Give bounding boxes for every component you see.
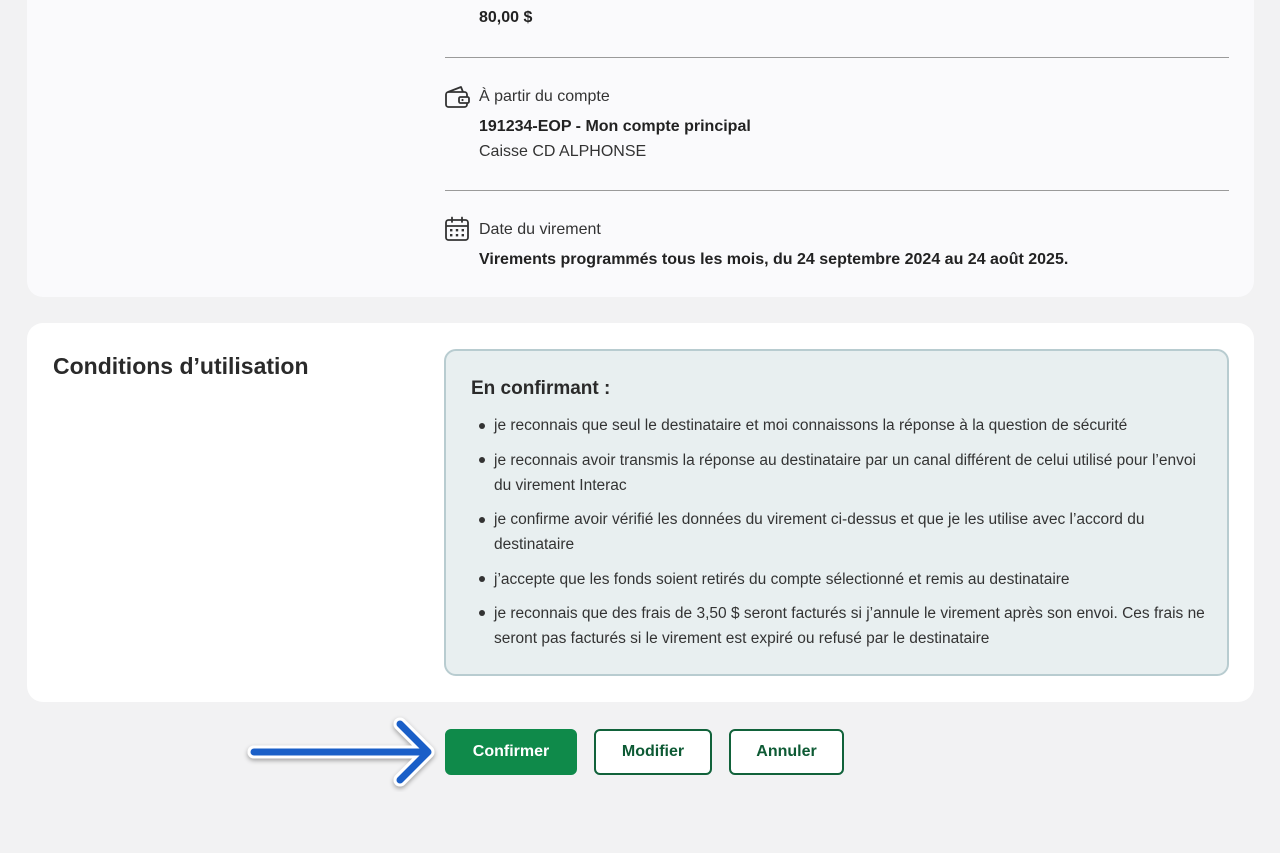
- bullet: [479, 423, 485, 429]
- condition-item: je reconnais avoir transmis la réponse au destinataire par un canal différent de celui utilisé pour l’envoi du virement Interac: [494, 452, 1196, 494]
- condition-item: je reconnais que seul le destinataire et moi connaissons la réponse à la question de sécurité: [494, 417, 1128, 434]
- condition-item: j’accepte que les fonds soient retirés du compte sélectionné et remis au destinataire: [494, 571, 1070, 588]
- divider: [445, 190, 1229, 191]
- transfer-amount: 80,00 $: [479, 9, 533, 26]
- modify-button[interactable]: Modifier: [594, 729, 712, 775]
- cancel-button[interactable]: Annuler: [729, 729, 844, 775]
- transfer-date-value: Virements programmés tous les mois, du 24 septembre 2024 au 24 août 2025.: [479, 251, 1069, 268]
- confirm-button[interactable]: Confirmer: [445, 729, 577, 775]
- transfer-date-label: Date du virement: [479, 221, 601, 238]
- arrow-right-icon: [240, 712, 440, 792]
- bullet: [479, 610, 485, 616]
- conditions-heading: En confirmant :: [471, 378, 611, 399]
- divider: [445, 57, 1229, 58]
- conditions-title: Conditions d’utilisation: [53, 353, 309, 379]
- from-account-label: À partir du compte: [479, 88, 610, 105]
- condition-item: je confirme avoir vérifié les données du virement ci-dessus et que je les utilise avec l’accord du destinataire: [494, 511, 1145, 553]
- wallet-icon: [444, 84, 470, 110]
- from-account-value: 191234-EOP - Mon compte principal: [479, 118, 751, 135]
- bullet: [479, 517, 485, 523]
- calendar-icon: [444, 216, 470, 242]
- from-account-institution: Caisse CD ALPHONSE: [479, 143, 647, 160]
- bullet: [479, 576, 485, 582]
- condition-item: je reconnais que des frais de 3,50 $ seront facturés si j’annule le virement après son envoi. Ces frais ne seront pas facturés si le virement est expiré ou refusé par le destinataire: [494, 605, 1205, 647]
- bullet: [479, 457, 485, 463]
